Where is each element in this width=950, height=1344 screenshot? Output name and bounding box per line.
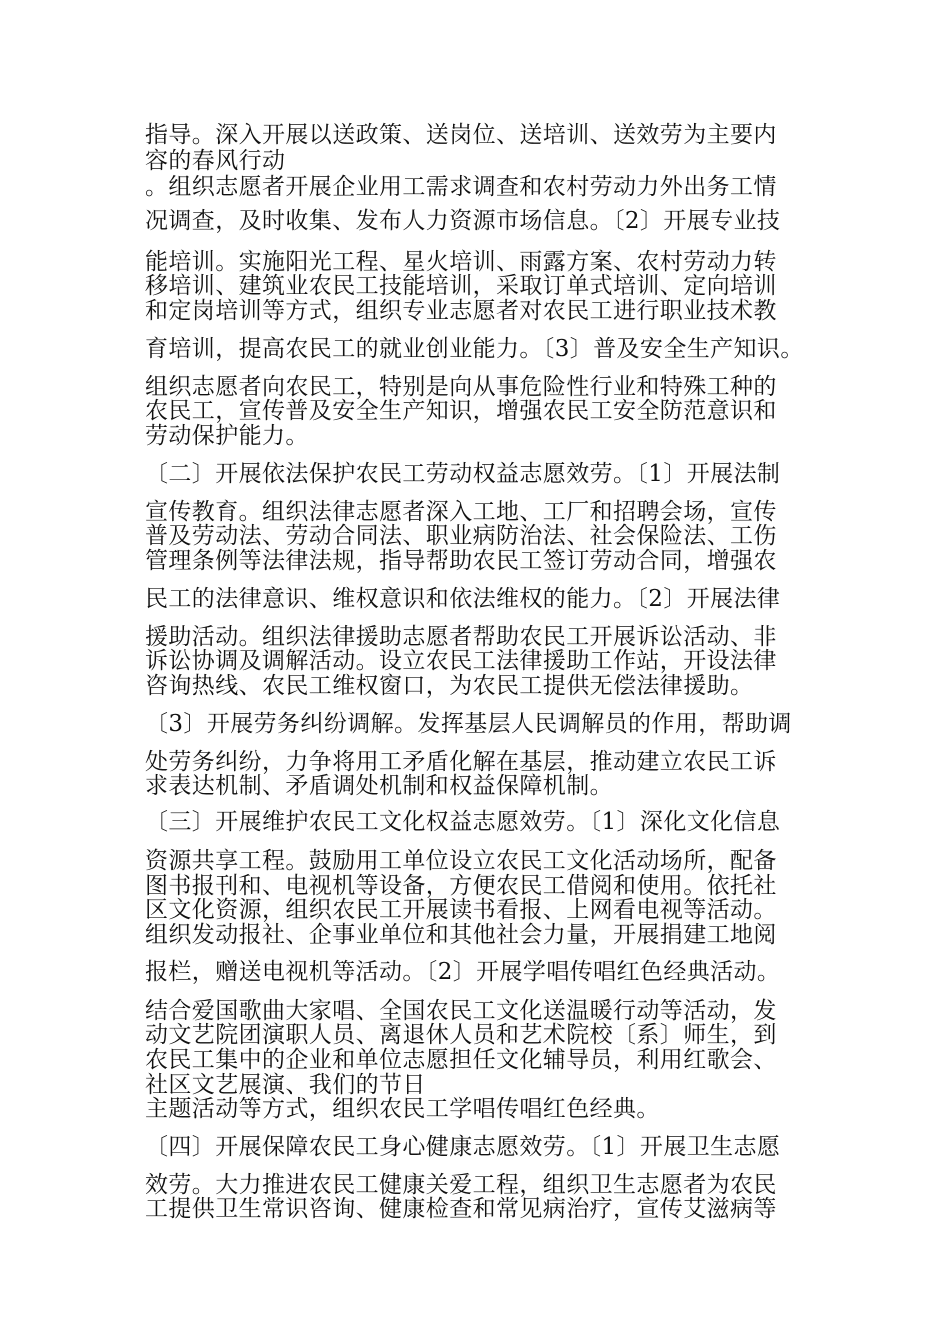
text-line: 求表达机制、矛盾调处机制和权益保障机制。 <box>145 773 613 799</box>
text-line: 〔三〕开展维护农民工文化权益志愿效劳。〔1〕深化文化信息 <box>145 809 781 835</box>
text-line: 主题活动等方式，组织农民工学唱传唱红色经典。 <box>145 1096 660 1122</box>
text-line: 动文艺院团演职人员、离退休人员和艺术院校〔系〕师生，到 <box>145 1022 777 1048</box>
text-line: 咨询热线、农民工维权窗口，为农民工提供无偿法律援助。 <box>145 673 754 699</box>
text-line: 劳动保护能力。 <box>145 423 309 449</box>
text-line: 组织志愿者向农民工，特别是向从事危险性行业和特殊工种的 <box>145 374 777 400</box>
text-line: 组织发动报社、企事业单位和其他社会力量，开展捐建工地阅 <box>145 922 777 948</box>
text-line: 指导。深入开展以送政策、送岗位、送培训、送效劳为主要内 <box>145 122 777 148</box>
text-line: 移培训、建筑业农民工技能培训，采取订单式培训、定向培训 <box>145 273 777 299</box>
text-line: 管理条例等法律法规，指导帮助农民工签订劳动合同，增强农 <box>145 548 777 574</box>
text-line: 农民工，宣传普及安全生产知识，增强农民工安全防范意识和 <box>145 398 777 424</box>
text-line: 容的春风行动 <box>145 148 286 174</box>
text-line: 育培训，提高农民工的就业创业能力。〔3〕普及安全生产知识。 <box>145 336 804 362</box>
text-line: 效劳。大力推进农民工健康关爱工程，组织卫生志愿者为农民 <box>145 1172 777 1198</box>
text-line: 结合爱国歌曲大家唱、全国农民工文化送温暖行动等活动，发 <box>145 998 777 1024</box>
text-line: 和定岗培训等方式，组织专业志愿者对农民工进行职业技术教 <box>145 298 777 324</box>
text-line: 〔四〕开展保障农民工身心健康志愿效劳。〔1〕开展卫生志愿 <box>145 1134 781 1160</box>
text-line: 图书报刊和、电视机等设备，方便农民工借阅和使用。依托社 <box>145 873 777 899</box>
text-line: 况调查，及时收集、发布人力资源市场信息。〔2〕开展专业技 <box>145 208 781 234</box>
text-line: 处劳务纠纷，力争将用工矛盾化解在基层，推动建立农民工诉 <box>145 749 777 775</box>
text-line: 民工的法律意识、维权意识和依法维权的能力。〔2〕开展法律 <box>145 586 781 612</box>
text-line: 宣传教育。组织法律志愿者深入工地、工厂和招聘会场，宣传 <box>145 499 777 525</box>
text-line: 〔3〕开展劳务纠纷调解。发挥基层人民调解员的作用，帮助调 <box>145 711 792 737</box>
text-line: 区文化资源，组织农民工开展读书看报、上网看电视等活动。 <box>145 897 777 923</box>
text-line: 工提供卫生常识咨询、健康检查和常见病治疗，宣传艾滋病等 <box>145 1196 777 1222</box>
text-line: 社区文艺展演、我们的节日 <box>145 1072 426 1098</box>
text-line: 资源共享工程。鼓励用工单位设立农民工文化活动场所，配备 <box>145 848 777 874</box>
text-line: 农民工集中的企业和单位志愿担任文化辅导员，利用红歌会、 <box>145 1047 777 1073</box>
text-line: 〔二〕开展依法保护农民工劳动权益志愿效劳。〔1〕开展法制 <box>145 461 781 487</box>
text-line: 援助活动。组织法律援助志愿者帮助农民工开展诉讼活动、非 <box>145 624 777 650</box>
text-line: 普及劳动法、劳动合同法、职业病防治法、社会保险法、工伤 <box>145 523 777 549</box>
text-line: 诉讼协调及调解活动。设立农民工法律援助工作站，开设法律 <box>145 648 777 674</box>
text-line: 报栏，赠送电视机等活动。〔2〕开展学唱传唱红色经典活动。 <box>145 959 781 985</box>
text-line: 能培训。实施阳光工程、星火培训、雨露方案、农村劳动力转 <box>145 249 777 275</box>
text-line: 。组织志愿者开展企业用工需求调查和农村劳动力外出务工情 <box>145 174 777 200</box>
